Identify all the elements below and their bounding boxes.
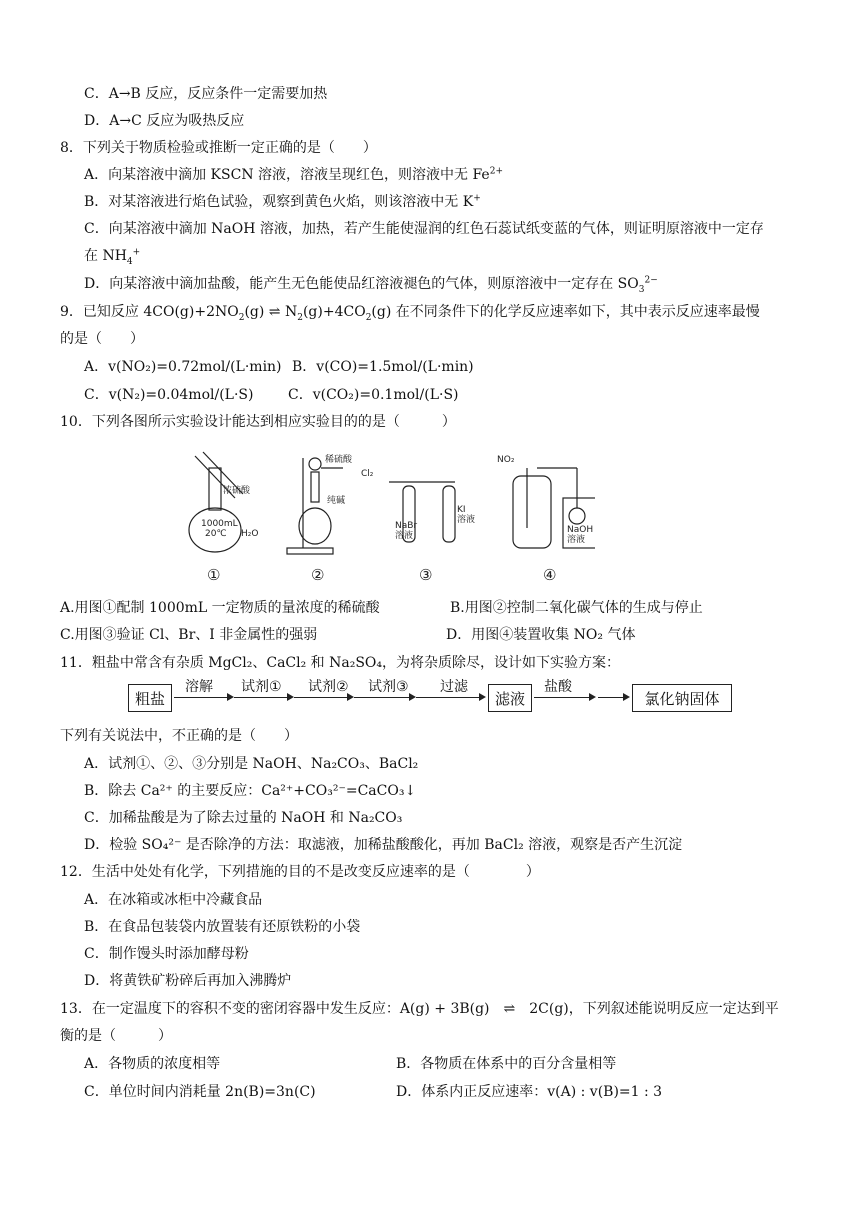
flow-box-filtrate: 滤液: [488, 684, 532, 712]
apparatus-diagram: [175, 448, 595, 588]
q13-option-c: C．单位时间内消耗量 2n(B)=3n(C): [84, 1084, 316, 1100]
q12-option-b: B．在食品包装袋内放置装有还原铁粉的小袋: [84, 919, 361, 935]
q11-option-a: A．试剂①、②、③分别是 NaOH、Na₂CO₃、BaCl₂: [84, 756, 419, 772]
flow-step-filter: 过滤: [440, 679, 468, 695]
label-ki: KI: [457, 505, 466, 515]
q12-stem: 12．生活中处处有化学，下列措施的目的不是改变反应速率的是（ ）: [60, 864, 540, 880]
q10-stem: 10．下列各图所示实验设计能达到相应实验目的的是（ ）: [60, 414, 456, 430]
label-conc-acid: 浓硫酸: [223, 486, 251, 496]
flow-step-reagent2: 试剂②: [308, 679, 349, 695]
q9-option-a: A．v(NO₂)=0.72mol/(L·min): [84, 359, 282, 375]
flow-arrow: [354, 697, 414, 698]
q11-flowchart: [128, 680, 738, 720]
q9-option-b: B．v(CO)=1.5mol/(L·min): [292, 359, 474, 375]
flow-arrow: [416, 697, 484, 698]
flow-box-nacl-solid: 氯化钠固体: [632, 684, 732, 712]
q11-option-c: C．加稀盐酸是为了除去过量的 NaOH 和 Na₂CO₃: [84, 810, 403, 826]
label-temp: 20℃: [205, 529, 227, 539]
q9-stem: 9．已知反应 $4CO(g)+2NO_2(g)$ ⇌ $N_2(g)+4CO_2(g)$ 在不同条件下的化学反应速率如下，其中表示反应速率最慢: [60, 304, 760, 323]
flow-step-dissolve: 溶解: [185, 679, 213, 695]
label-flask: 1000mL: [201, 519, 238, 529]
q9-stem-line2: 的是（ ）: [60, 331, 144, 347]
q13-option-b: B．各物质在体系中的百分含量相等: [396, 1056, 617, 1072]
q11-stem-line2: 下列有关说法中，不正确的是（ ）: [60, 728, 298, 744]
q10-option-b: B.用图②控制二氧化碳气体的生成与停止: [450, 600, 703, 616]
q10-option-d: D．用图④装置收集 NO₂ 气体: [446, 627, 636, 643]
q13-stem: 13．在一定温度下的容积不变的密闭容器中发生反应：A(g) + 3B(g) ⇌ 2C(g)，下列叙述能说明反应一定达到平: [60, 1001, 779, 1017]
flow-box-crude-salt: 粗盐: [128, 684, 172, 712]
q9-option-c: C．v(N₂)=0.04mol/(L·S): [84, 387, 254, 403]
label-dil-acid: 稀硫酸: [325, 455, 353, 465]
q8-option-b: B．对某溶液进行焰色试验，观察到黄色火焰，则该溶液中无 K+: [84, 193, 481, 210]
fig-number-4: ④: [543, 566, 557, 584]
q8-stem: 8．下列关于物质检验或推断一定正确的是（ ）: [60, 140, 377, 156]
flow-step-hcl: 盐酸: [544, 679, 572, 695]
q12-option-a: A．在冰箱或冰柜中冷藏食品: [84, 892, 263, 908]
q13-stem-line2: 衡的是（ ）: [60, 1028, 172, 1044]
q11-option-b: B．除去 Ca²⁺ 的主要反应：Ca²⁺+CO₃²⁻=CaCO₃↓: [84, 783, 417, 799]
fig-number-3: ③: [419, 566, 433, 584]
q11-stem: 11．粗盐中常含有杂质 MgCl₂、CaCl₂ 和 Na₂SO₄，为将杂质除尽，设计如下实验方案：: [60, 655, 621, 671]
q7-option-c: C．A→B 反应，反应条件一定需要加热: [84, 86, 328, 102]
q13-option-d: D．体系内正反应速率：v(A) : v(B)=1 : 3: [396, 1084, 663, 1100]
q10-option-c: C.用图③验证 Cl、Br、I 非金属性的强弱: [60, 627, 318, 643]
q8-option-a: A．向某溶液中滴加 KSCN 溶液，溶液呈现红色，则溶液中无 $Fe^{2+}$: [84, 166, 503, 183]
q12-option-c: C．制作馒头时添加酵母粉: [84, 946, 249, 962]
q12-option-d: D．将黄铁矿粉碎后再加入沸腾炉: [84, 973, 292, 989]
q10-apparatus-figures: [175, 448, 595, 588]
label-nabr-solution: 溶液: [395, 531, 414, 541]
label-naoh: NaOH: [567, 525, 594, 535]
flow-arrow: [598, 697, 628, 698]
label-no2: NO₂: [497, 455, 515, 465]
q7-option-d: D．A→C 反应为吸热反应: [84, 113, 245, 129]
q13-option-a: A．各物质的浓度相等: [84, 1056, 221, 1072]
label-water: H₂O: [241, 529, 259, 539]
fig-number-1: ①: [207, 566, 221, 584]
label-nabr: NaBr: [395, 521, 418, 531]
label-soda: 纯碱: [327, 496, 346, 506]
fig-number-2: ②: [311, 566, 325, 584]
q9-option-d: C．v(CO₂)=0.1mol/(L·S): [288, 387, 459, 403]
q8-option-c-line1: C．向某溶液中滴加 NaOH 溶液，加热，若产生能使湿润的红色石蕊试纸变蓝的气体，则证明原溶液中一定存: [84, 221, 764, 237]
q11-option-d: D．检验 SO₄²⁻ 是否除净的方法：取滤液，加稀盐酸酸化，再加 BaCl₂ 溶液，观察是否产生沉淀: [84, 837, 683, 853]
flow-step-reagent3: 试剂③: [368, 679, 409, 695]
flow-arrow: [174, 697, 232, 698]
flow-arrow: [534, 697, 594, 698]
label-ki-solution: 溶液: [457, 515, 476, 525]
flow-step-reagent1: 试剂①: [241, 679, 282, 695]
label-naoh-solution: 溶液: [567, 535, 586, 545]
q8-option-d: D．向某溶液中滴加盐酸，能产生无色能使品红溶液褪色的气体，则原溶液中一定存在 $SO_3^{2-}$: [84, 275, 658, 295]
flow-arrow: [234, 697, 292, 698]
label-cl2: Cl₂: [361, 469, 374, 479]
q8-option-c-line2: 在 $NH_4^+$: [84, 247, 141, 267]
q10-option-a: A.用图①配制 1000mL 一定物质的量浓度的稀硫酸: [60, 600, 380, 616]
flow-arrow: [294, 697, 352, 698]
